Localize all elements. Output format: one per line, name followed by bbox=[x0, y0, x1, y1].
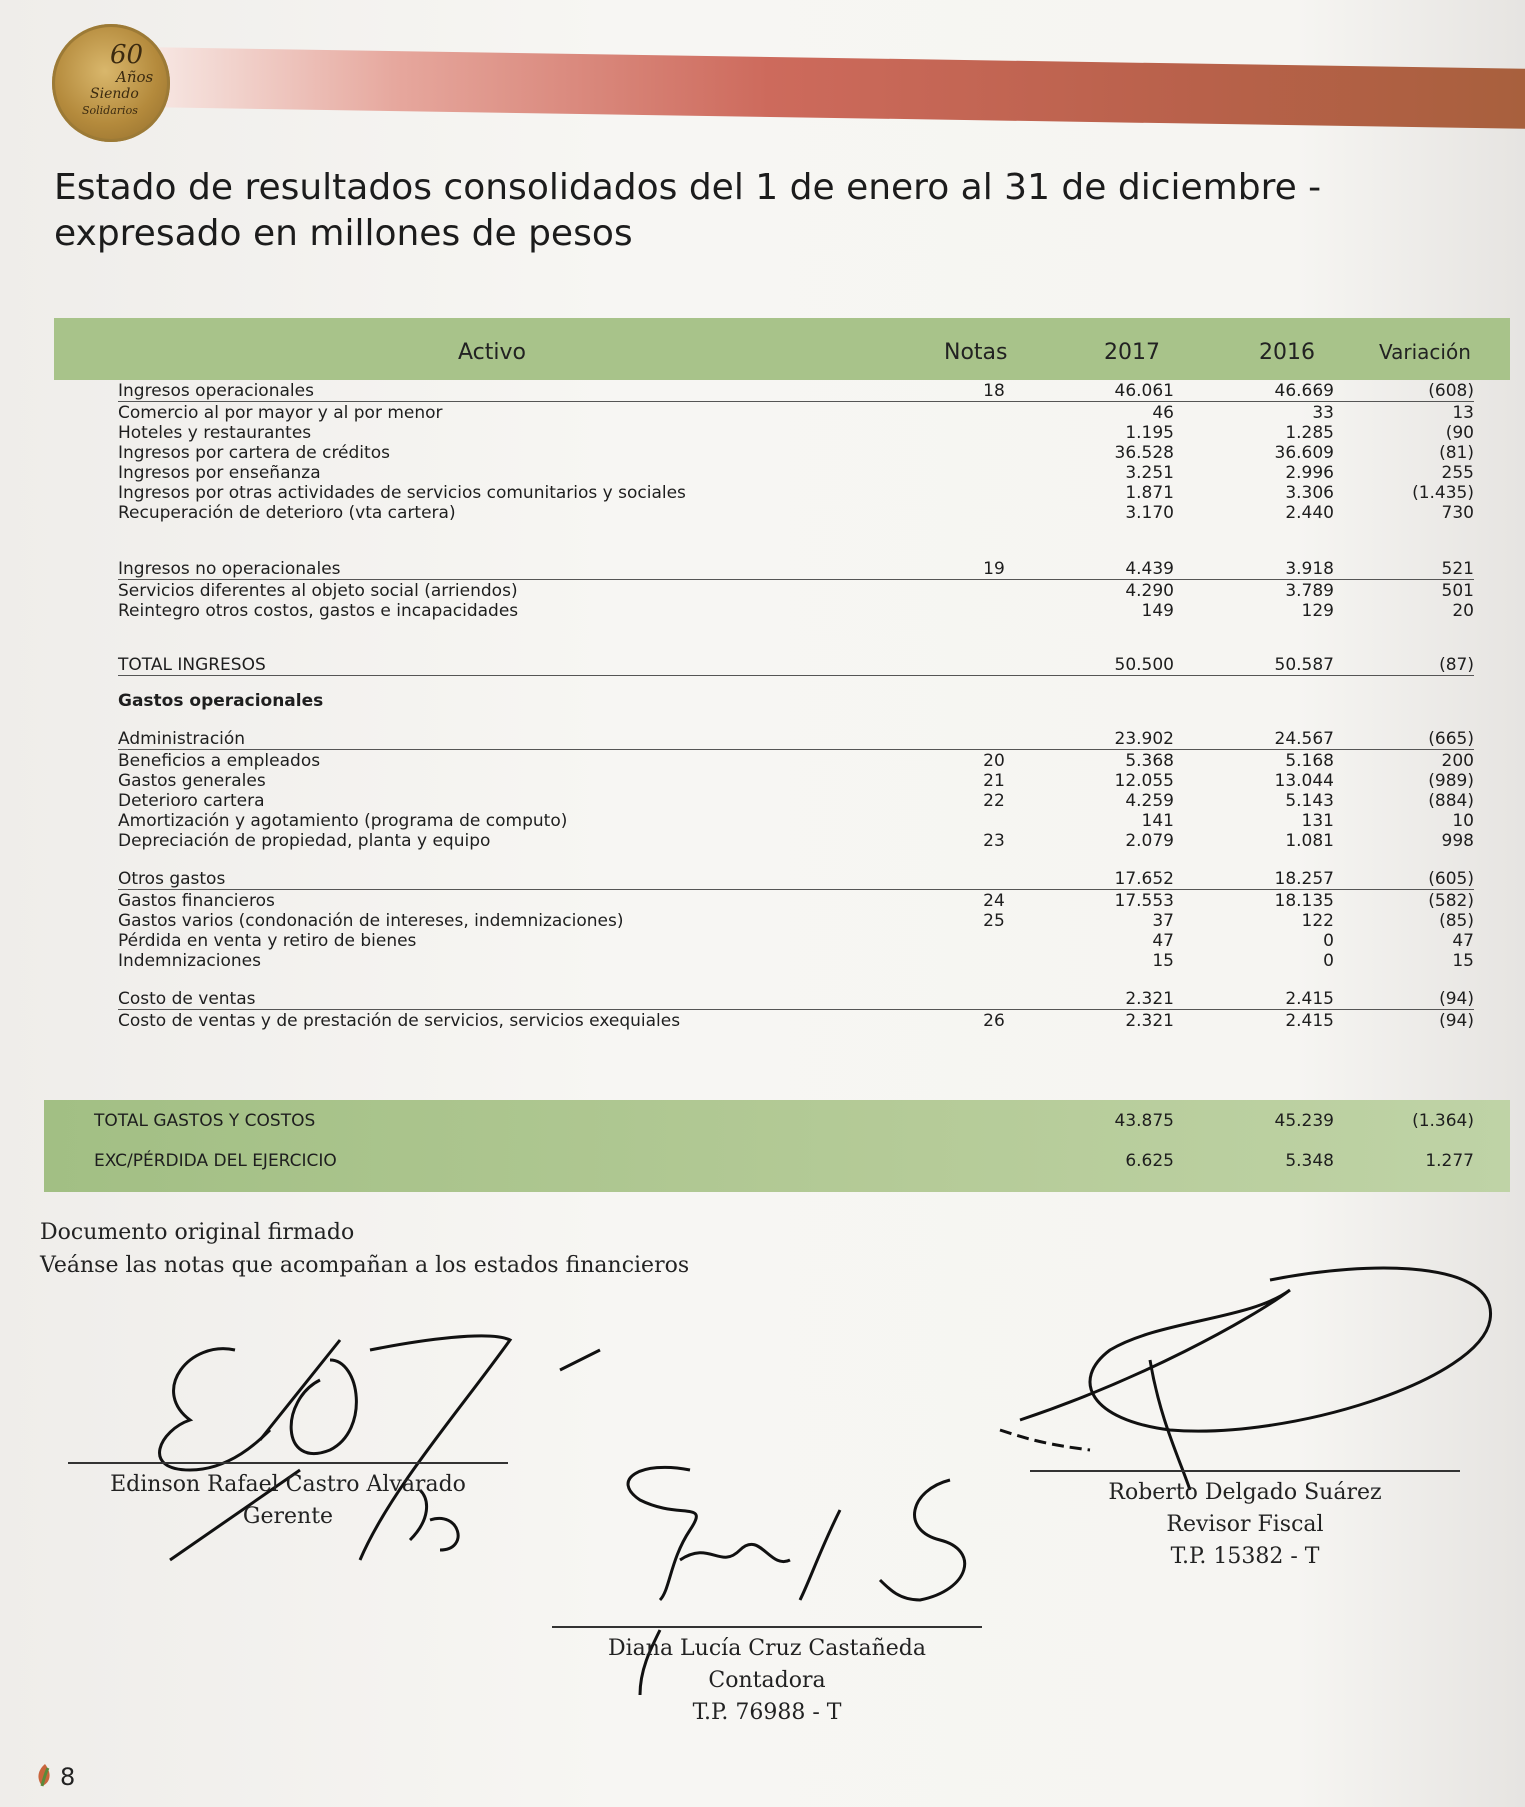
signature-line-gerente bbox=[68, 1462, 508, 1464]
row-value-2017: 36.528 bbox=[1114, 443, 1174, 463]
row-value-2017: 4.290 bbox=[1125, 581, 1174, 601]
row-variacion: 501 bbox=[1441, 581, 1474, 601]
row-label: Comercio al por mayor y al por menor bbox=[118, 403, 443, 423]
row-variacion: 10 bbox=[1452, 811, 1474, 831]
table-row bbox=[54, 1110, 1510, 1132]
row-label: Depreciación de propiedad, planta y equipo bbox=[118, 831, 491, 851]
seal-text: 60 bbox=[110, 40, 144, 70]
row-label: Costo de ventas y de prestación de servicios, servicios exequiales bbox=[118, 1011, 681, 1031]
table-row bbox=[54, 442, 1510, 464]
table-row bbox=[54, 482, 1510, 504]
signature-contadora bbox=[580, 1460, 1000, 1700]
row-variacion: 998 bbox=[1441, 831, 1474, 851]
table-row bbox=[54, 422, 1510, 444]
row-value-2016: 129 bbox=[1301, 601, 1334, 621]
row-value-2017: 4.439 bbox=[1125, 559, 1174, 579]
row-value-2017: 3.170 bbox=[1125, 503, 1174, 523]
row-value-2017: 47 bbox=[1152, 931, 1174, 951]
row-nota: 26 bbox=[983, 1011, 1005, 1031]
row-value-2017: 6.625 bbox=[1125, 1151, 1174, 1171]
row-variacion: 521 bbox=[1441, 559, 1474, 579]
row-label: Deterioro cartera bbox=[118, 791, 265, 811]
row-value-2017: 46.061 bbox=[1114, 381, 1174, 401]
row-value-2017: 17.652 bbox=[1114, 869, 1174, 889]
row-variacion: (1.364) bbox=[1412, 1111, 1474, 1131]
row-value-2016: 13.044 bbox=[1274, 771, 1334, 791]
row-variacion: (884) bbox=[1428, 791, 1474, 811]
table-row bbox=[54, 890, 1510, 912]
signer-name-revisor: Roberto Delgado Suárez bbox=[1108, 1480, 1382, 1505]
row-label: Amortización y agotamiento (programa de computo) bbox=[118, 811, 568, 831]
table-row bbox=[54, 930, 1510, 952]
signer-name-gerente: Edinson Rafael Castro Alvarado bbox=[110, 1472, 466, 1497]
table-header bbox=[54, 318, 1510, 380]
table-row bbox=[54, 1010, 1510, 1032]
row-value-2016: 5.168 bbox=[1285, 751, 1334, 771]
row-label: Servicios diferentes al objeto social (arriendos) bbox=[118, 581, 518, 601]
row-variacion: 730 bbox=[1441, 503, 1474, 523]
row-value-2016: 50.587 bbox=[1274, 655, 1334, 675]
row-label: Ingresos por enseñanza bbox=[118, 463, 321, 483]
table-row bbox=[54, 950, 1510, 972]
row-value-2017: 3.251 bbox=[1125, 463, 1174, 483]
row-value-2017: 23.902 bbox=[1114, 729, 1174, 749]
row-variacion: 47 bbox=[1452, 931, 1474, 951]
anniversary-seal-logo bbox=[52, 24, 170, 142]
row-label: TOTAL INGRESOS bbox=[118, 655, 266, 675]
signature-line-contadora bbox=[552, 1626, 982, 1628]
row-nota: 22 bbox=[983, 791, 1005, 811]
signer-tp-revisor: T.P. 15382 - T bbox=[1170, 1544, 1320, 1569]
row-nota: 20 bbox=[983, 751, 1005, 771]
row-value-2017: 17.553 bbox=[1114, 891, 1174, 911]
row-label: Recuperación de deterioro (vta cartera) bbox=[118, 503, 456, 523]
row-nota: 23 bbox=[983, 831, 1005, 851]
row-variacion: (989) bbox=[1428, 771, 1474, 791]
table-row bbox=[54, 868, 1510, 890]
header-label: Activo bbox=[458, 340, 526, 365]
seal-text: Siendo bbox=[90, 86, 139, 102]
row-value-2017: 141 bbox=[1141, 811, 1174, 831]
row-label: Hoteles y restaurantes bbox=[118, 423, 312, 443]
row-variacion: 255 bbox=[1441, 463, 1474, 483]
row-nota: 25 bbox=[983, 911, 1005, 931]
row-variacion: (85) bbox=[1439, 911, 1474, 931]
table-row bbox=[54, 462, 1510, 484]
row-value-2016: 131 bbox=[1301, 811, 1334, 831]
row-nota: 24 bbox=[983, 891, 1005, 911]
row-label: Gastos operacionales bbox=[118, 691, 324, 711]
row-variacion: (608) bbox=[1428, 381, 1474, 401]
header-2017: 2017 bbox=[1104, 340, 1160, 365]
table-row bbox=[54, 1150, 1510, 1172]
row-variacion: (94) bbox=[1439, 1011, 1474, 1031]
signature-line-revisor bbox=[1030, 1470, 1460, 1472]
row-value-2017: 149 bbox=[1141, 601, 1174, 621]
row-value-2016: 18.135 bbox=[1274, 891, 1334, 911]
row-value-2017: 46 bbox=[1152, 403, 1174, 423]
table-row bbox=[54, 988, 1510, 1010]
row-value-2017: 2.321 bbox=[1125, 1011, 1174, 1031]
row-variacion: (94) bbox=[1439, 989, 1474, 1009]
row-label: Gastos varios (condonación de intereses, indemnizaciones) bbox=[118, 911, 624, 931]
signer-role-contadora: Contadora bbox=[708, 1668, 826, 1693]
row-label: Indemnizaciones bbox=[118, 951, 261, 971]
row-variacion: (582) bbox=[1428, 891, 1474, 911]
row-label: Administración bbox=[118, 729, 246, 749]
table-row bbox=[54, 600, 1510, 622]
table-row bbox=[54, 830, 1510, 852]
row-value-2017: 1.195 bbox=[1125, 423, 1174, 443]
row-variacion: 20 bbox=[1452, 601, 1474, 621]
table-row bbox=[54, 402, 1510, 424]
row-value-2016: 2.415 bbox=[1285, 1011, 1334, 1031]
row-value-2016: 33 bbox=[1312, 403, 1334, 423]
row-value-2016: 5.348 bbox=[1285, 1151, 1334, 1171]
row-variacion: 15 bbox=[1452, 951, 1474, 971]
signer-role-gerente: Gerente bbox=[242, 1504, 334, 1529]
table-row bbox=[54, 580, 1510, 602]
table-row bbox=[54, 380, 1510, 402]
row-value-2016: 18.257 bbox=[1274, 869, 1334, 889]
row-variacion: (665) bbox=[1428, 729, 1474, 749]
row-value-2017: 43.875 bbox=[1114, 1111, 1174, 1131]
row-label: Ingresos por cartera de créditos bbox=[118, 443, 390, 463]
row-label: Gastos financieros bbox=[118, 891, 275, 911]
row-variacion: (87) bbox=[1439, 655, 1474, 675]
row-label: EXC/PÉRDIDA DEL EJERCICIO bbox=[94, 1151, 337, 1171]
footnote-signed: Documento original firmado bbox=[40, 1220, 355, 1245]
row-value-2017: 2.321 bbox=[1125, 989, 1174, 1009]
page-number: 8 bbox=[60, 1763, 76, 1791]
row-variacion: (1.435) bbox=[1412, 483, 1474, 503]
row-label: Costo de ventas bbox=[118, 989, 256, 1009]
row-value-2017: 12.055 bbox=[1114, 771, 1174, 791]
row-label: Reintegro otros costos, gastos e incapacidades bbox=[118, 601, 519, 621]
signer-role-revisor: Revisor Fiscal bbox=[1166, 1512, 1324, 1537]
row-nota: 19 bbox=[983, 559, 1005, 579]
header-notas: Notas bbox=[944, 340, 1008, 365]
row-label: Gastos generales bbox=[118, 771, 266, 791]
page-title: Estado de resultados consolidados del 1 de enero al 31 de diciembre - expresado en millones de pesos bbox=[54, 167, 1322, 254]
row-variacion: (605) bbox=[1428, 869, 1474, 889]
header-variacion: Variación bbox=[1379, 340, 1471, 364]
row-value-2016: 2.440 bbox=[1285, 503, 1334, 523]
row-label: Otros gastos bbox=[118, 869, 226, 889]
row-value-2016: 5.143 bbox=[1285, 791, 1334, 811]
table-row bbox=[54, 558, 1510, 580]
row-value-2017: 5.368 bbox=[1125, 751, 1174, 771]
row-nota: 21 bbox=[983, 771, 1005, 791]
signer-name-contadora: Diana Lucía Cruz Castañeda bbox=[607, 1636, 926, 1661]
row-value-2016: 1.081 bbox=[1285, 831, 1334, 851]
row-value-2016: 2.415 bbox=[1285, 989, 1334, 1009]
row-value-2017: 37 bbox=[1152, 911, 1174, 931]
row-value-2017: 2.079 bbox=[1125, 831, 1174, 851]
row-label: Pérdida en venta y retiro de bienes bbox=[118, 931, 417, 951]
row-label: Beneficios a empleados bbox=[118, 751, 321, 771]
header-2016: 2016 bbox=[1259, 340, 1315, 365]
signature-gerente bbox=[130, 1320, 600, 1570]
row-value-2016: 36.609 bbox=[1274, 443, 1334, 463]
table-row bbox=[54, 790, 1510, 812]
row-label: Ingresos operacionales bbox=[118, 381, 314, 401]
table-row bbox=[54, 750, 1510, 772]
seal-text: Solidarios bbox=[82, 104, 138, 117]
row-variacion: (81) bbox=[1439, 443, 1474, 463]
table-row bbox=[54, 910, 1510, 932]
row-value-2016: 122 bbox=[1301, 911, 1334, 931]
table-row bbox=[54, 502, 1510, 524]
row-value-2017: 15 bbox=[1152, 951, 1174, 971]
section-underline bbox=[118, 675, 1474, 676]
row-value-2016: 3.789 bbox=[1285, 581, 1334, 601]
row-value-2016: 0 bbox=[1323, 951, 1334, 971]
table-row bbox=[54, 728, 1510, 750]
signature-revisor bbox=[990, 1260, 1510, 1500]
row-value-2016: 46.669 bbox=[1274, 381, 1334, 401]
row-variacion: 13 bbox=[1452, 403, 1474, 423]
table-row bbox=[54, 654, 1510, 676]
row-variacion: 200 bbox=[1441, 751, 1474, 771]
row-value-2016: 24.567 bbox=[1274, 729, 1334, 749]
row-value-2016: 45.239 bbox=[1274, 1111, 1334, 1131]
row-value-2016: 1.285 bbox=[1285, 423, 1334, 443]
row-value-2016: 0 bbox=[1323, 931, 1334, 951]
row-value-2017: 4.259 bbox=[1125, 791, 1174, 811]
row-value-2016: 2.996 bbox=[1285, 463, 1334, 483]
header-banner bbox=[150, 47, 1525, 129]
row-nota: 18 bbox=[983, 381, 1005, 401]
row-value-2016: 3.918 bbox=[1285, 559, 1334, 579]
row-label: TOTAL GASTOS Y COSTOS bbox=[94, 1111, 316, 1131]
row-value-2017: 50.500 bbox=[1114, 655, 1174, 675]
table-row bbox=[54, 810, 1510, 832]
table-row bbox=[54, 770, 1510, 792]
row-label: Ingresos por otras actividades de servicios comunitarios y sociales bbox=[118, 483, 686, 503]
signer-tp-contadora: T.P. 76988 - T bbox=[692, 1700, 842, 1725]
row-label: Ingresos no operacionales bbox=[118, 559, 341, 579]
row-value-2017: 1.871 bbox=[1125, 483, 1174, 503]
leaf-icon bbox=[34, 1762, 56, 1790]
row-variacion: 1.277 bbox=[1425, 1151, 1474, 1171]
row-value-2016: 3.306 bbox=[1285, 483, 1334, 503]
row-variacion: (90 bbox=[1445, 423, 1474, 443]
table-row bbox=[54, 690, 1510, 712]
seal-text: Años bbox=[116, 68, 154, 86]
footnote-notes: Veánse las notas que acompañan a los estados financieros bbox=[40, 1253, 690, 1278]
